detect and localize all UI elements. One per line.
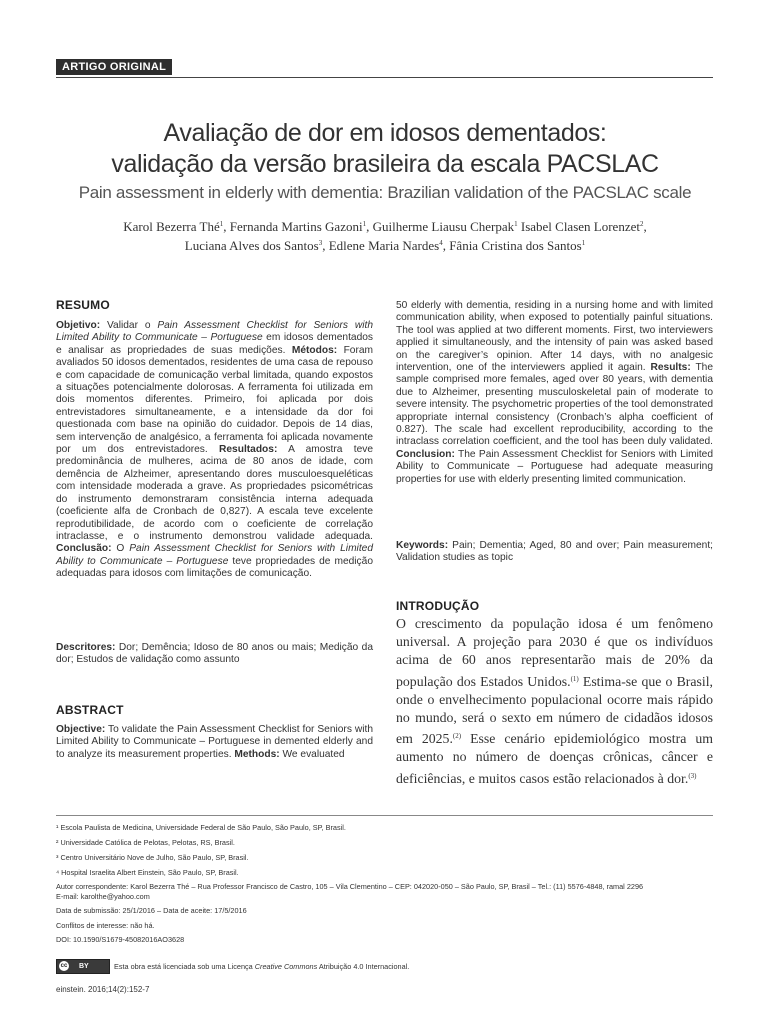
abstract-body-right: 50 elderly with dementia, residing in a nursing home and with limited communication ability, when exposed to potentially painful situations. The tool was applied at two different moments. First, two interviewers applied it simultaneously, and the intensity of pain was asked based on the caregiver’s opinion. After 14 days, with no analgesic intervention, one of the interviewers applied it again. Results: The sample comprised more females, aged over 80 years, with dementia due to Alzheimer, presenting musculoskeletal pain of moderate to severe intensity. The psychometric properties of the tool demonstrated appropriate internal consistency (Cronbach’s alpha coefficient of 0.827). The scale had excellent reproducibility, according to the intraclass correlation coefficient, and the tool has been duly validated. Conclusion: The Pain Assessment Checklist for Seniors with Limited Ability to Communicate – Portuguese had adequate measuring properties for use with elderly presenting limited communication. xyxy=(396,300,714,485)
title-pt-line2: validação da versão brasileira da escala PACSLAC xyxy=(111,150,659,178)
author-name: Fernanda Martins Gazoni xyxy=(229,219,363,234)
introducao-heading: INTRODUÇÃO xyxy=(396,599,480,613)
cc-logo-icon: cc xyxy=(60,963,68,969)
author-name: Karol Bezerra Thé xyxy=(123,219,220,234)
author-name: Fânia Cristina dos Santos xyxy=(449,238,582,253)
conflicts-of-interest: Conflitos de interesse: não há. xyxy=(56,921,155,930)
author-name: Guilherme Liausu Cherpak xyxy=(372,219,515,234)
header-rule xyxy=(56,77,713,78)
footnote-affiliation: ² Universidade Católica de Pelotas, Pelotas, RS, Brasil. xyxy=(56,838,235,847)
submission-dates: Data de submissão: 25/1/2016 – Data de aceite: 17/5/2016 xyxy=(56,906,247,915)
author-list-line1: Karol Bezerra Thé$^1$, Fernanda Martins Gazoni$^1$, Guilherme Liausu Cherpak$^1$ Isabel Clasen Lorenzet$^2$, xyxy=(123,219,647,234)
resumo-descritores: Descritores: Dor; Demência; Idoso de 80 anos ou mais; Medição da dor; Estudos de validação como assunto xyxy=(56,642,373,666)
author-list-line2: Luciana Alves dos Santos$^3$, Edlene Maria Nardes$^4$, Fânia Cristina dos Santos$^1$ xyxy=(184,238,586,253)
license-text: Esta obra está licenciada sob uma Licença Creative Commons Atribuição 4.0 Internacional. xyxy=(114,962,410,971)
correspondence-email: E-mail: karolthe@yahoo.com xyxy=(56,892,150,901)
author-name: Edlene Maria Nardes xyxy=(328,238,440,253)
author-name: Isabel Clasen Lorenzet xyxy=(520,219,640,234)
abstract-body-left: Objective: To validate the Pain Assessment Checklist for Seniors with Limited Ability to Communicate – Portuguese in demented elderly and to analyze its measurement properties. Methods: We evaluated xyxy=(56,724,373,760)
doi: DOI: 10.1590/S1679-45082016AO3628 xyxy=(56,935,185,944)
resumo-heading: RESUMO xyxy=(56,298,110,312)
footnote-rule xyxy=(56,815,713,816)
title-pt-line1: Avaliação de dor em idosos dementados: xyxy=(163,119,607,147)
correspondence: Autor correspondente: Karol Bezerra Thé – Rua Professor Francisco de Castro, 105 – Vila Clementino – CEP: 042020-050 – São Paulo, SP, Brasil – Tel.: (11) 5576-4848, ramal 2296 xyxy=(56,882,644,891)
abstract-heading: ABSTRACT xyxy=(56,703,124,717)
author-name: Luciana Alves dos Santos xyxy=(184,238,319,253)
by-label: BY xyxy=(79,963,89,970)
introducao-body: O crescimento da população idosa é um fenômeno universal. A projeção para 2030 é que os indivíduos acima de 60 anos representarão mais de 20% da população dos Estados Unidos.$^{(1)}$ Estima-se que o Brasil, onde o envelhecimento populacional ocorre mais rápido no mundo, será o sexto em número de cidadãos idosos em 2025.$^{(2)}$ Esse cenário epidemiológico mostra um aumento no número de doenças crônicas, câncer e deficiências, e muitos casos estão relacionados à dor.$^{(3)}$ xyxy=(396,616,713,786)
article-type-badge: ARTIGO ORIGINAL xyxy=(56,59,172,75)
footnote-affiliation: ¹ Escola Paulista de Medicina, Universidade Federal de São Paulo, São Paulo, SP, Brasil. xyxy=(56,823,346,832)
resumo-body: Objetivo: Validar o Pain Assessment Checklist for Seniors with Limited Ability to Communicate – Portuguese em idosos dementados e analisar as propriedades de suas medições. Métodos: Foram avaliados 50 idosos dementados, residentes de uma casa de repouso e com capacidade de comunicação verbal limitada, quando expostos a situações potencialmente dolorosas. A ferramenta foi utilizada em dois momentos diferentes. Primeiro, foi aplicada por dois entrevistadores simultaneamente, e a intensidade da dor foi questionada com base na opinião do cuidador. Depois de 14 dias, sem intervenção de analgésico, a ferramenta foi aplicada novamente por um dos entrevistadores. Resultados: A amostra teve predominância de mulheres, acima de 80 anos de idade, com demência de Alzheimer, apresentando dores musculoesqueléticas com intensidade moderada a grave. As propriedades psicométricas do instrumento demonstraram consistência interna adequada (coeficiente alfa de Cronbach de 0,827). A escala teve excelente reprodutibilidade, de acordo com o coeficiente de correlação intraclasse, e o instrumento demonstrou validade adequada. Conclusão: O Pain Assessment Checklist for Seniors with Limited Ability to Communicate – Portuguese teve propriedades de medição adequadas para idosos com limitações de comunicação. xyxy=(56,320,374,580)
abstract-keywords: Keywords: Pain; Dementia; Aged, 80 and over; Pain measurement; Validation studies as topic xyxy=(396,540,713,564)
footnote-affiliation: ⁴ Hospital Israelita Albert Einstein, São Paulo, SP, Brasil. xyxy=(56,868,239,877)
journal-citation: einstein. 2016;14(2):152-7 xyxy=(56,985,150,994)
cc-by-license-icon[interactable] xyxy=(56,959,110,974)
title-en: Pain assessment in elderly with dementia: Brazilian validation of the PACSLAC scale xyxy=(78,183,692,202)
footnote-affiliation: ³ Centro Universitário Nove de Julho, São Paulo, SP, Brasil. xyxy=(56,853,249,862)
